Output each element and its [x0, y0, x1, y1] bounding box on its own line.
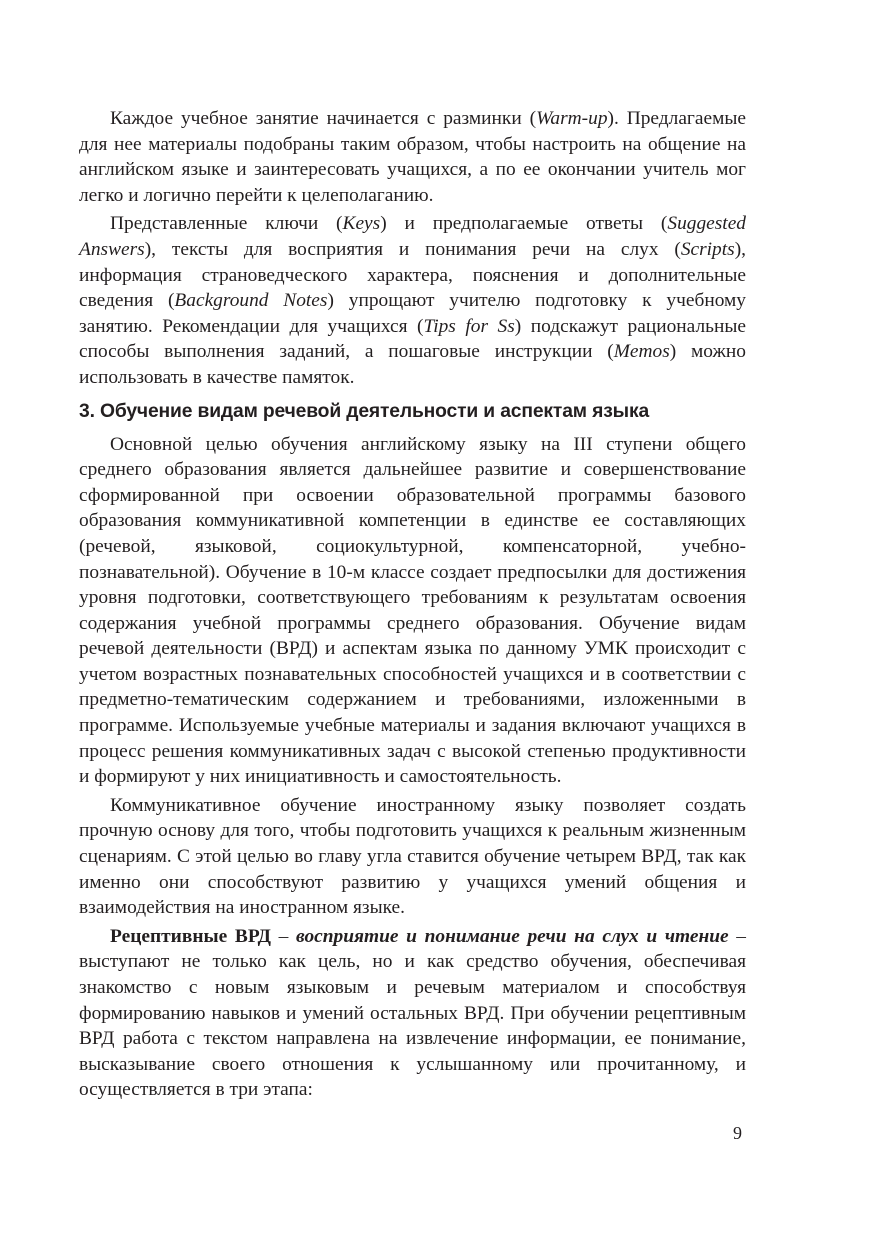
page-number: 9	[733, 1123, 742, 1143]
text-segment: – выступают не только как цель, но и как средство обучения, обеспечивая знакомство с новым языковым и речевым материалом и способствуя формированию навыков и умений остальных ВРД. При обучении рецептивным ВРД работа с текстом направлена на извлечение информации, ее понимание, высказывание своего отношения к услышанному или прочитанному, и осуществляется в три этапа:	[79, 925, 746, 1101]
english-term-keys: Keys	[342, 213, 381, 235]
english-term-tips: Tips for Ss	[423, 315, 515, 337]
receptive-lead: Рецептивные ВРД	[110, 925, 271, 947]
paragraph-receptive	[79, 924, 746, 1103]
text-segment: ), тексты для восприятия и понимания речи на слух (	[144, 238, 681, 260]
text-segment: Каждое учебное занятие начинается с разминки (	[110, 108, 537, 129]
paragraph-warmup	[79, 106, 746, 208]
english-term-background-notes: Background Notes	[174, 290, 328, 312]
text-segment: ). Предлагаемые для нее материалы подобраны таким образом, чтобы настроить на общение на английском языке и заинтересовать учащихся, а по ее окончании учитель мог легко и логично перейти к целеполаганию.	[79, 108, 747, 206]
page-body	[79, 106, 746, 1103]
paragraph-goal: Основной целью обучения английскому языку на III ступени общего среднего образования является дальнейшее развитие и совершенствование сформированной при освоении образовательной программы базового образования коммуникативной компетенции в единстве ее составляющих (речевой, языковой, социокультурной, компенсаторной, учебно-познавательной). Обучение в 10-м классе создает предпосылки для достижения уровня подготовки, соответствующего требованиям к результатам освоения содержания учебной программы среднего образования. Обучение видам речевой деятельности (ВРД) и аспектам языка по данному УМК происходит с учетом возрастных познавательных способностей учащихся и в соответствии с предметно-тематическим содержанием и требованиями, изложенными в программе. Используемые учебные материалы и задания включают учащихся в процесс решения коммуникативных задач с высокой степенью продуктивности и формируют у них инициативность и самостоятельность.	[79, 433, 746, 788]
text-segment: Представленные ключи (	[110, 213, 343, 235]
text-segment: –	[270, 925, 297, 947]
english-term-warmup: Warm-up	[536, 108, 608, 129]
text-segment: ) и предполагаемые ответы (	[380, 213, 668, 235]
text-segment: ), информация страноведческого характера, пояснения и дополнительные сведения (	[79, 238, 746, 312]
english-term-memos: Memos	[613, 341, 670, 363]
section-heading: 3. Обучение видам речевой деятельности и аспектам языка	[79, 400, 650, 422]
text-segment: ) подскажут рациональные способы выполнения заданий, а пошаговые инструкции (	[79, 315, 746, 363]
paragraph-communicative: Коммуникативное обучение иностранному языку позволяет создать прочную основу для того, чтобы подготовить учащихся к реальным жизненным сценариям. С этой целью во главу угла ставится обучение четырем ВРД, так как именно они способствуют развитию у учащихся умений общения и взаимодействия на иностранном языке.	[79, 794, 746, 919]
english-term-scripts: Scripts	[680, 238, 735, 260]
receptive-term: восприятие и понимание речи на слух и чтение	[296, 925, 729, 947]
text-segment: ) можно использовать в качестве памяток.	[79, 341, 746, 388]
english-term-suggested-answers: Suggested Answers	[79, 213, 746, 260]
paragraph-keys	[79, 211, 746, 390]
text-segment: ) упрощают учителю подготовку к учебному занятию. Рекомендации для учащихся (	[79, 290, 746, 337]
